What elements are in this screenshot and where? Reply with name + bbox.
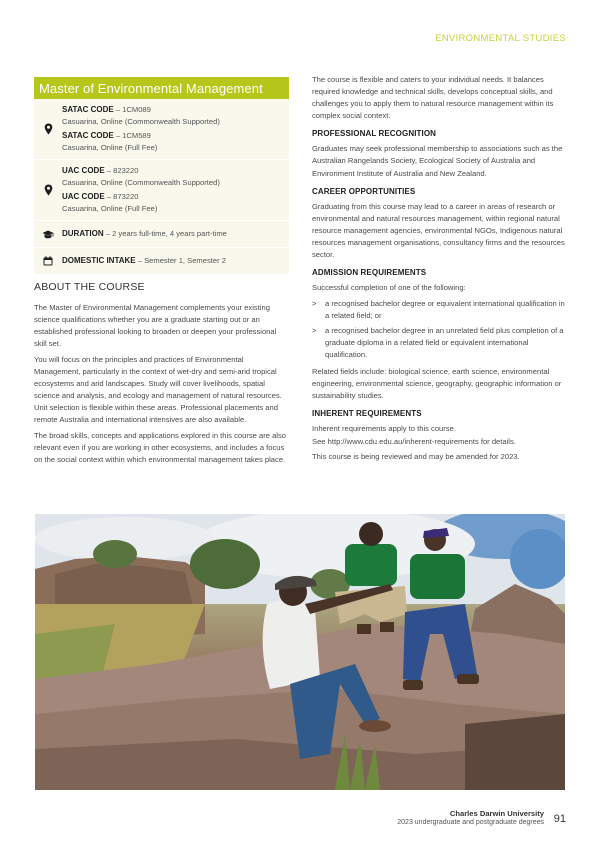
- bullet-text: a recognised bachelor degree or equivalent international qualification in a related field; or: [325, 298, 565, 320]
- intake-label: DOMESTIC INTAKE: [62, 256, 136, 265]
- graduation-cap-icon: [34, 230, 62, 239]
- admission-bullet: [312, 325, 570, 361]
- uac-code-label: UAC CODE: [62, 192, 105, 201]
- intake-value: Semester 1, Semester 2: [144, 256, 226, 265]
- about-paragraph: You will focus on the principles and practices of Environmental Management, particularly in the context of wet-dry and semi-arid tropical ecosystems and arid landscapes. Study will cover livelihoods, spatial science and analysis, and ecology and management of natural resources. Unit selection is flexible within these areas. Professional placements and remote Australia and international intensives are also available.: [34, 354, 282, 425]
- publication-subtitle: 2023 undergraduate and postgraduate degrees: [397, 819, 544, 826]
- admission-bullet: [312, 298, 570, 322]
- section-header: ENVIRONMENTAL STUDIES: [435, 33, 566, 44]
- duration-value: 2 years full-time, 4 years part-time: [112, 229, 227, 238]
- satac-code-label: SATAC CODE: [62, 131, 114, 140]
- career-text: Graduating from this course may lead to a career in areas of research or environmental and natural resources management, within regional natural resource management agencies, environmental NGOs, Indigenous natural resources management organisations, consultancy firms and the resources sector.: [312, 201, 565, 260]
- separator: –: [103, 229, 113, 238]
- separator: –: [113, 105, 123, 114]
- uac-codes-row: [34, 160, 289, 221]
- inherent-line1: Inherent requirements apply to this course.: [312, 424, 456, 434]
- right-column: [312, 74, 570, 467]
- admission-intro: Successful completion of one of the following:: [312, 283, 466, 293]
- uac-code-detail: Casuarina, Online (Full Fee): [62, 204, 158, 213]
- intake-row: [34, 248, 289, 275]
- separator: –: [104, 192, 114, 201]
- satac-code-value: 1CM589: [122, 131, 151, 140]
- duration-label: DURATION: [62, 229, 104, 238]
- separator: –: [113, 131, 123, 140]
- intro-paragraph: The course is flexible and caters to your individual needs. It balances required knowledge and technical skills, develops conceptual skills, and challenges you to apply them to natural resource management within its complex social context.: [312, 75, 554, 121]
- review-note: This course is being reviewed and may be amended for 2023.: [312, 452, 520, 462]
- uac-code-label: UAC CODE: [62, 166, 105, 175]
- about-paragraph: The broad skills, concepts and applications explored in this course are also relevant even if you are working in other ecosystems, and includes a focus on the social context within which environmental management takes place.: [34, 430, 286, 465]
- separator: –: [104, 166, 114, 175]
- location-pin-icon: [34, 123, 62, 135]
- about-heading: ABOUT THE COURSE: [34, 281, 145, 293]
- satac-codes-row: [34, 99, 289, 160]
- bullet-text: a recognised bachelor degree in an unrelated field plus completion of a graduate diploma in a related field or equivalent international qualification.: [325, 325, 564, 360]
- course-photo: [35, 514, 565, 790]
- page-number: 91: [553, 813, 566, 825]
- admission-heading: ADMISSION REQUIREMENTS: [312, 268, 427, 278]
- satac-code-label: SATAC CODE: [62, 105, 114, 114]
- separator: –: [135, 256, 145, 265]
- satac-code-detail: Casuarina, Online (Full Fee): [62, 143, 158, 152]
- about-paragraph: The Master of Environmental Management complements your existing science qualifications whether you are a graduate starting out or an established professional looking to broaden or deepen your professional skill set.: [34, 303, 277, 349]
- uac-code-detail: Casuarina, Online (Commonwealth Supported): [62, 178, 220, 187]
- career-heading: CAREER OPPORTUNITIES: [312, 186, 416, 196]
- calendar-icon: [34, 256, 62, 266]
- inherent-heading: INHERENT REQUIREMENTS: [312, 409, 422, 419]
- bullet-marker: >: [312, 298, 317, 308]
- inherent-line2-link[interactable]: See http://www.cdu.edu.au/inherent-requirements for details.: [312, 436, 516, 446]
- about-body: [34, 302, 291, 470]
- satac-code-detail: Casuarina, Online (Commonwealth Supported): [62, 117, 220, 126]
- satac-code-value: 1CM089: [122, 105, 151, 114]
- uac-code-value: 873220: [113, 192, 139, 201]
- professional-recognition-heading: PROFESSIONAL RECOGNITION: [312, 129, 437, 139]
- professional-recognition-text: Graduates may seek professional membership to associations such as the Australian Rangelands Society, Ecological Society of Australia and Environment Institute of Australia and New Zealand.: [312, 144, 563, 178]
- footer: [397, 809, 544, 826]
- related-fields-text: Related fields include: biological science, earth science, environmental engineering, environmental science, geography, geographic information or sustainability studies.: [312, 367, 562, 401]
- location-pin-icon: [34, 184, 62, 196]
- bullet-marker: >: [312, 325, 317, 335]
- uac-code-value: 823220: [113, 166, 139, 175]
- course-info-box: [34, 77, 289, 275]
- duration-row: [34, 221, 289, 248]
- course-title: Master of Environmental Management: [34, 77, 289, 99]
- university-name: Charles Darwin University: [449, 809, 544, 818]
